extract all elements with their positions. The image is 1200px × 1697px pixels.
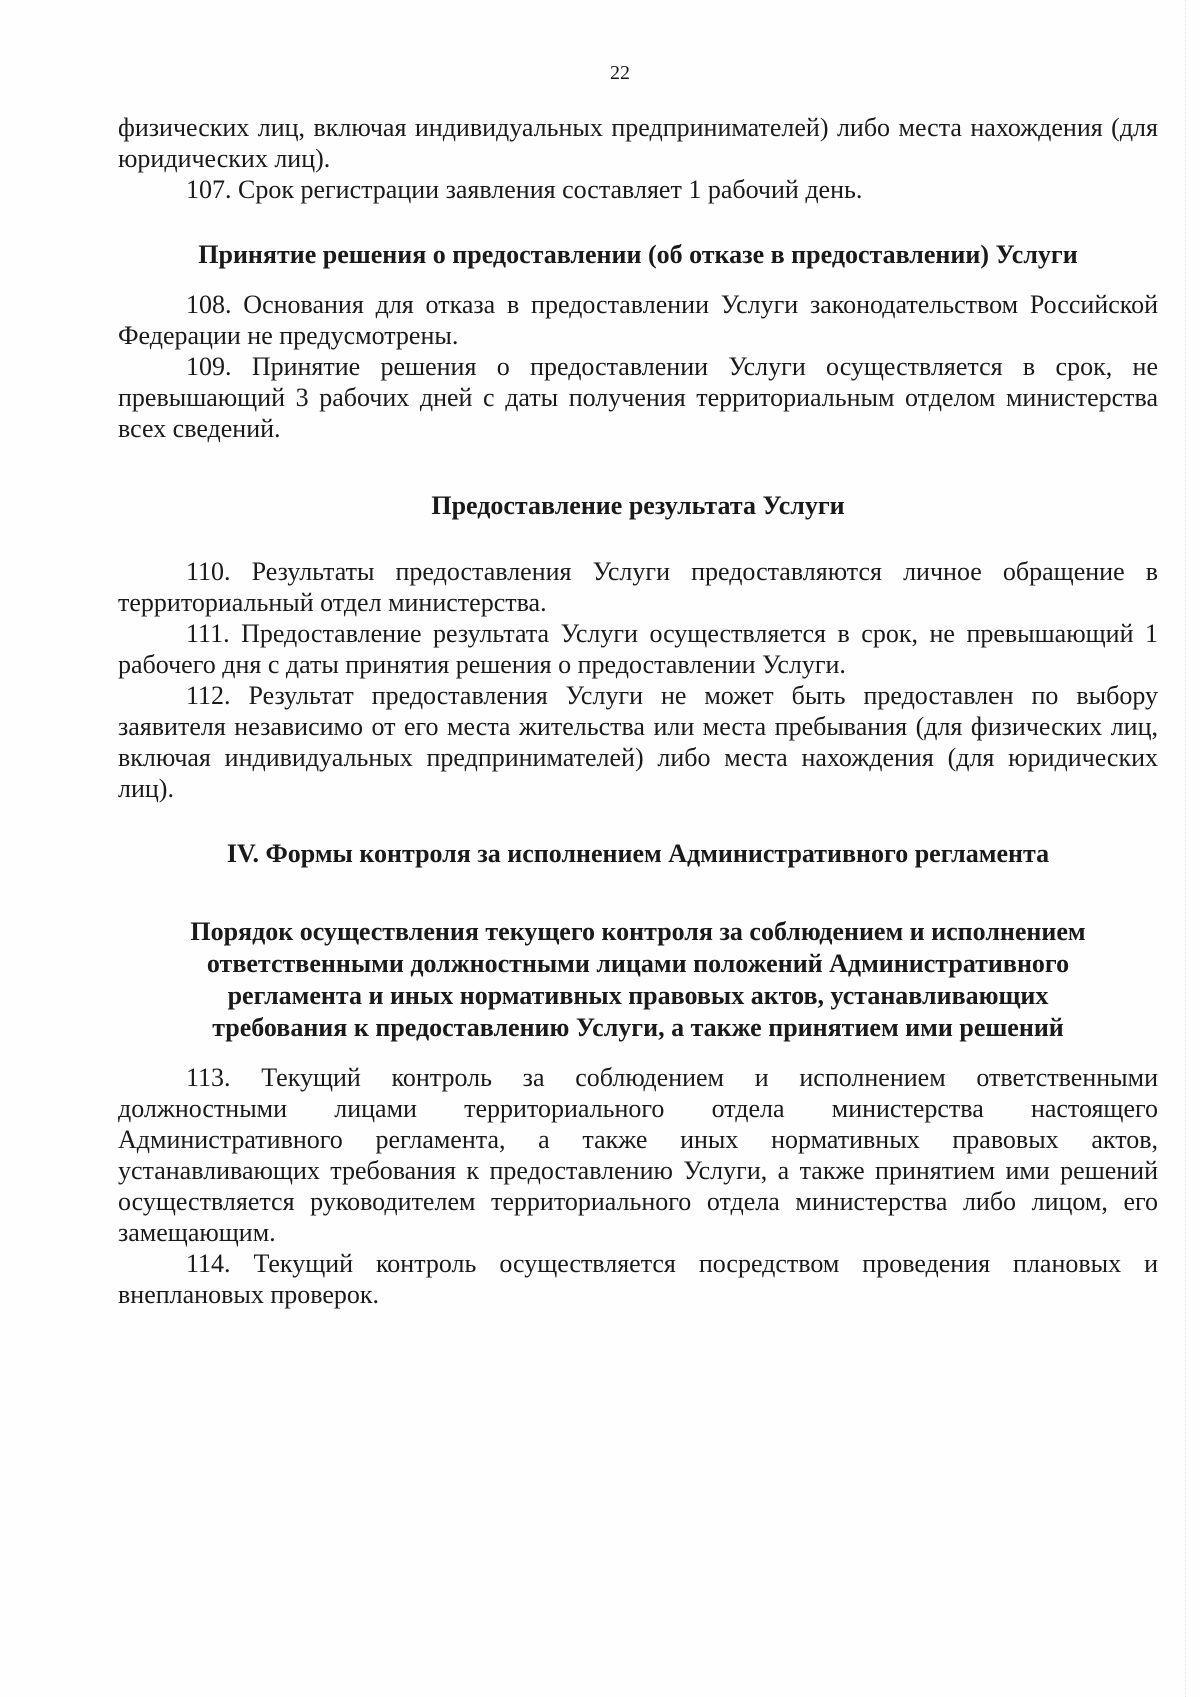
section-heading-decision: Принятие решения о предоставлении (об отказе в предоставлении) Услуги [198,240,1078,269]
scan-edge-divider [1184,0,1186,1697]
section-heading-current-control [118,916,1158,1044]
paragraph-111: 111. Предоставление результата Услуги осуществляется в срок, не превышающий 1 рабочего дня с даты принятия решения о предоставлении Услуги. [118,619,1158,679]
paragraph-107: 107. Срок регистрации заявления составляет 1 рабочий день. [186,175,863,204]
paragraph-114: 114. Текущий контроль осуществляется посредством проведения плановых и внеплановых проверок. [118,1249,1158,1309]
heading-line-2: ответственными должностными лицами положений Административного [206,949,1070,978]
section-heading-result: Предоставление результата Услуги [431,491,845,520]
paragraph-112: 112. Результат предоставления Услуги не может быть предоставлен по выбору заявителя независимо от его места жительства или места пребывания (для физических лиц, включая индивидуальных предпринимателей) либо места нахождения (для юридических лиц). [118,681,1158,803]
paragraph-108: 108. Основания для отказа в предоставлении Услуги законодательством Российской Федерации не предусмотрены. [118,290,1158,350]
paragraph-110: 110. Результаты предоставления Услуги предоставляются личное обращение в территориальный отдел министерства. [118,557,1158,617]
paragraph-109: 109. Принятие решения о предоставлении Услуги осуществляется в срок, не превышающий 3 рабочих дней с даты получения территориальным отделом министерства всех сведений. [118,352,1158,443]
paragraph-113: 113. Текущий контроль за соблюдением и исполнением ответственными должностными лицами территориального отдела министерства настоящего Административного регламента, а также иных нормативных правовых актов, устанавливающих требования к предоставлению Услуги, а также принятием ими решений осуществляется руководителем территориального отдела министерства либо лицом, его замещающим. [118,1063,1158,1247]
document-body [118,112,1158,1310]
chapter-heading-control: IV. Формы контроля за исполнением Административного регламента [226,839,1050,868]
page-number: 22 [610,62,630,84]
paragraph-continuation: физических лиц, включая индивидуальных предпринимателей) либо места нахождения (для юридических лиц). [118,113,1158,173]
heading-line-4: требования к предоставлению Услуги, а также принятием ими решений [212,1013,1064,1042]
heading-line-3: регламента и иных нормативных правовых актов, устанавливающих [227,981,1049,1010]
heading-line-1: Порядок осуществления текущего контроля за соблюдением и исполнением [190,917,1086,946]
